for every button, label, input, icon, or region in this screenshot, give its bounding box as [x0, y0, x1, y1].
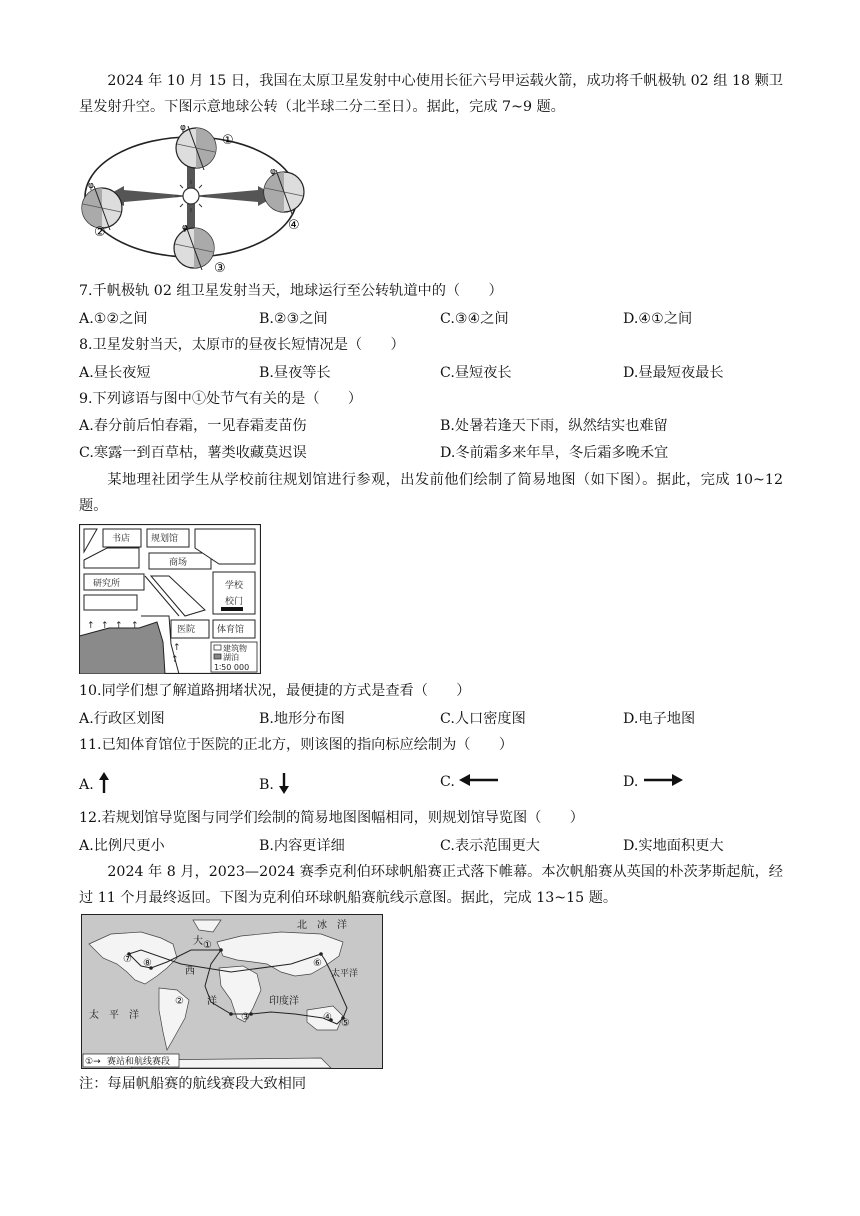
question-7-option-d: D.④①之间 — [623, 311, 693, 327]
station-3: ③ — [241, 1012, 250, 1023]
question-9-option-b: B.处暑若逢天下雨，纵然结实也难留 — [440, 418, 668, 434]
arrow-down-icon — [278, 772, 290, 794]
question-11-option-c — [440, 772, 499, 792]
question-12-option-a: A.比例尺更小 — [79, 838, 165, 854]
question-10-option-a: A.行政区划图 — [79, 711, 165, 727]
earth-position-3 — [174, 226, 214, 270]
svg-text:↑: ↑ — [131, 621, 139, 631]
axis-label-3: φ — [182, 223, 188, 233]
question-9-option-a: A.春分前后怕春霜，一见春霜麦苗伤 — [79, 418, 307, 434]
earth-orbit-figure — [76, 124, 306, 274]
question-10-option-b: B.地形分布图 — [259, 711, 345, 727]
question-11-option-a — [79, 772, 110, 795]
legend-building: 建筑物 — [223, 644, 247, 653]
map-label-planning-hall: 规划馆 — [151, 534, 179, 544]
question-8-stem: 8.卫星发射当天，太原市的昼夜长短情况是（ ） — [79, 337, 405, 353]
question-7-option-c: C.③④之间 — [440, 311, 509, 327]
station-6: ⑥ — [313, 958, 322, 969]
question-11-stem: 11.已知体育馆位于医院的正北方，则该图的指向标应绘制为（ ） — [79, 737, 514, 753]
question-9-stem: 9.下列谚语与图中①处节气有关的是（ ） — [79, 391, 363, 407]
label-indian-ocean: 印度洋 — [269, 996, 299, 1007]
svg-text:↑: ↑ — [101, 621, 109, 631]
figure-note: 注：每届帆船赛的航线赛段大致相同 — [79, 1076, 307, 1092]
station-4: ④ — [323, 1012, 332, 1023]
orbit-label-2: ② — [94, 225, 106, 240]
axis-label-1: φ — [180, 124, 186, 133]
orbit-label-3: ③ — [214, 261, 226, 274]
orbit-label-1: ① — [222, 133, 234, 148]
simple-route-map — [79, 524, 261, 674]
question-11-option-c-label: C. — [440, 774, 455, 790]
axis-label-2: φ — [88, 181, 94, 191]
arrow-right-icon — [643, 773, 683, 787]
intro-paragraph-3: 2024 年 8 月，2023—2024 赛季克利伯环球帆船赛正式落下帷幕。本次帆船赛从英国的朴茨茅斯起航，经过 11 个月最终返回。下图为克利伯环球帆船赛航线示意图。据此，完成 13~15 题。 — [79, 864, 783, 906]
question-7-option-b: B.②③之间 — [259, 311, 328, 327]
svg-text:↑: ↑ — [87, 621, 95, 631]
question-12-option-d: D.实地面积更大 — [623, 838, 724, 854]
label-atlantic-3: 洋 — [207, 996, 217, 1007]
question-12-option-b: B.内容更详细 — [259, 838, 345, 854]
axis-label-4: φ — [270, 167, 276, 177]
question-11-option-b — [259, 772, 290, 795]
map-label-gym: 体育馆 — [217, 625, 245, 635]
label-atlantic-1: 大 — [193, 936, 203, 947]
question-11-option-b-label: B. — [259, 777, 274, 793]
label-pacific-west: 太 平 洋 — [89, 1010, 139, 1021]
arrow-up-icon — [98, 772, 110, 794]
sailing-route-map — [81, 914, 383, 1069]
station-8: ⑧ — [143, 958, 152, 969]
question-10-option-d: D.电子地图 — [623, 711, 696, 727]
question-10-stem: 10.同学们想了解道路拥堵状况，最便捷的方式是查看（ ） — [79, 683, 471, 699]
question-8-option-b: B.昼夜等长 — [259, 365, 331, 381]
question-7-stem: 7.千帆极轨 02 组卫星发射当天，地球运行至公转轨道中的（ ） — [79, 283, 503, 299]
label-pacific-east: 太平洋 — [331, 969, 359, 979]
svg-text:↑: ↑ — [171, 655, 179, 665]
question-8-option-c: C.昼短夜长 — [440, 365, 512, 381]
map-label-institute: 研究所 — [93, 579, 121, 589]
map-label-bookstore: 书店 — [112, 534, 131, 544]
question-11-option-a-label: A. — [79, 777, 94, 793]
svg-text:↑: ↑ — [173, 643, 181, 653]
map-label-school: 学校 — [225, 581, 244, 591]
label-arctic-ocean: 北 冰 洋 — [297, 920, 347, 931]
question-11-option-d — [623, 772, 683, 792]
question-9-option-d: D.冬前霜多来年旱，冬后霜多晚禾宜 — [440, 445, 669, 461]
map-label-mall: 商场 — [169, 558, 188, 568]
station-1: ① — [203, 940, 212, 951]
label-atlantic-2: 西 — [185, 966, 195, 977]
svg-text:↑: ↑ — [115, 621, 123, 631]
question-9-option-c: C.寒露一到百草枯，薯类收藏莫迟误 — [79, 445, 307, 461]
route-legend: 赛站和航线赛段 — [107, 1057, 171, 1067]
question-12-option-c: C.表示范围更大 — [440, 838, 540, 854]
map-label-gate: 校门 — [225, 597, 244, 607]
question-10-option-c: C.人口密度图 — [440, 711, 526, 727]
orbit-label-4: ④ — [288, 218, 300, 233]
legend-scale: 1∶50 000 — [214, 663, 250, 672]
station-5: ⑤ — [341, 1018, 350, 1029]
map-label-hospital: 医院 — [177, 625, 196, 635]
route-legend-marker: ①→ — [85, 1057, 101, 1067]
intro-paragraph-1: 2024 年 10 月 15 日，我国在太原卫星发射中心使用长征六号甲运载火箭，成功将千帆极轨 02 组 18 颗卫星发射升空。下图示意地球公转（北半球二分二至日）。据此，完成 7~9 题。 — [79, 73, 783, 115]
intro-paragraph-2: 某地理社团学生从学校前往规划馆进行参观，出发前他们绘制了简易地图（如下图）。据此，完成 10~12 题。 — [79, 472, 783, 514]
station-7: ⑦ — [123, 954, 132, 965]
question-12-stem: 12.若规划馆导览图与同学们绘制的简易地图图幅相同，则规划馆导览图（ ） — [79, 810, 584, 826]
question-7-option-a: A.①②之间 — [79, 311, 148, 327]
question-11-option-d-label: D. — [623, 774, 639, 790]
arrow-left-icon — [459, 773, 499, 787]
legend-lake: 湖泊 — [223, 653, 239, 662]
question-8-option-a: A.昼长夜短 — [79, 365, 151, 381]
station-2: ② — [175, 996, 184, 1007]
question-8-option-d: D.昼最短夜最长 — [623, 365, 724, 381]
